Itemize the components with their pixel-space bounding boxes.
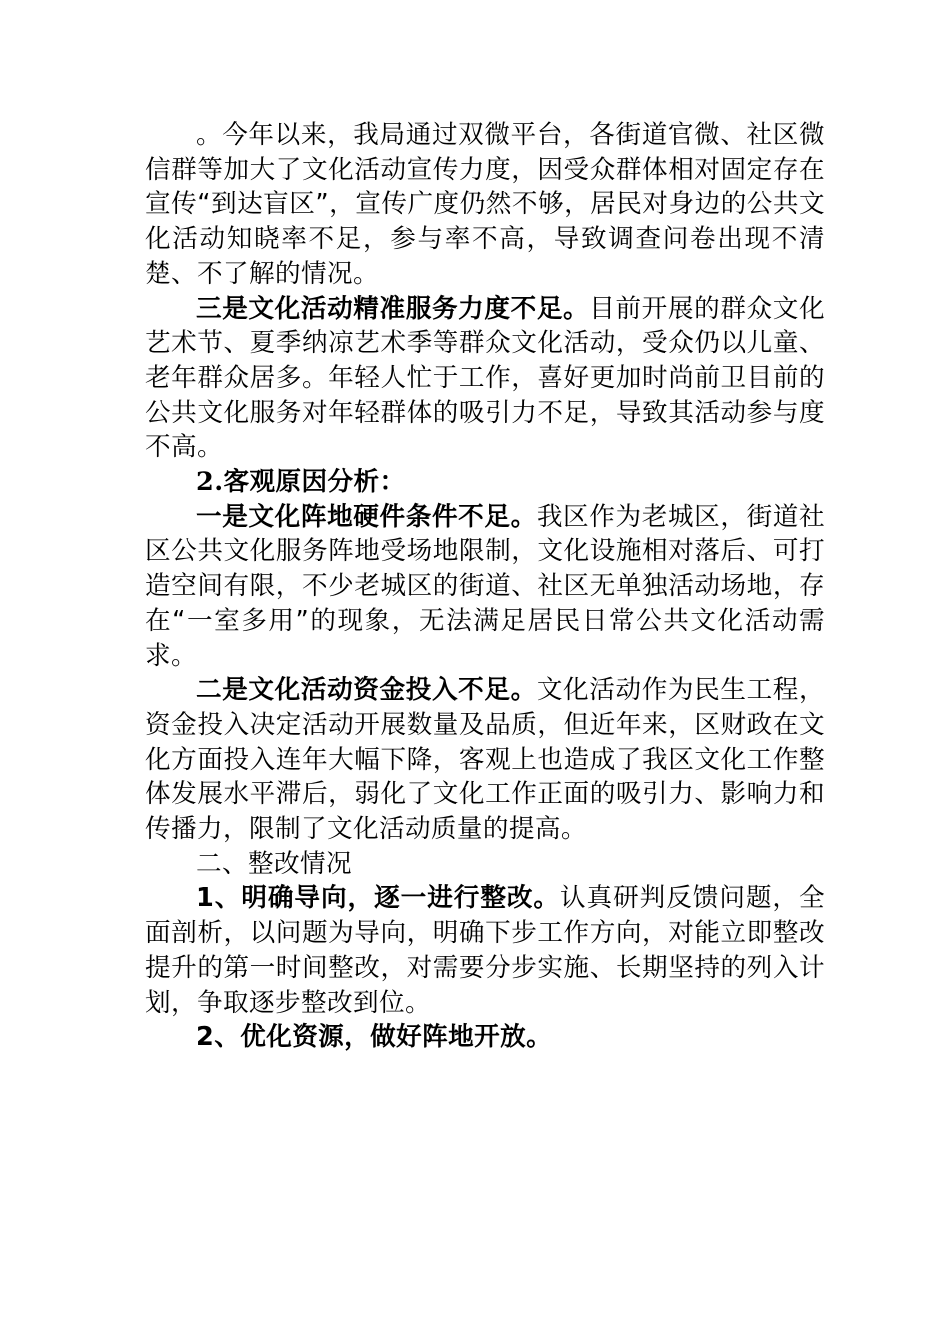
paragraph-publicity (145, 118, 825, 292)
paragraph-text: 文化活动作为民生工程，资金投入决定活动开展数量及品质，但近年来，区财政在文化方面投入连年大幅下降，客观上也造成了我区文化工作整体发展水平滞后，弱化了文化工作正面的吸引力、影响力和传播力，限制了文化活动质量的提高。 (145, 675, 825, 845)
paragraph-hardware (145, 500, 825, 674)
paragraph-lead: 1、明确导向，逐一进行整改。 (196, 883, 560, 914)
paragraph-lead: 三是文化活动精准服务力度不足。 (196, 293, 590, 324)
section-heading-objective-causes: 2.客观原因分析： (196, 467, 406, 498)
document-page (145, 118, 825, 1055)
paragraph-precision-service (145, 292, 825, 466)
paragraph-funding (145, 673, 825, 847)
paragraph-text: 我区作为老城区，街道社区公共文化服务阵地受场地限制，文化设施相对落后、可打造空间有限，不少老城区的街道、社区无单独活动场地，存在“一室多用”的现象，无法满足居民日常公共文化活动需求。 (145, 501, 825, 671)
paragraph-text: 。今年以来，我局通过双微平台，各街道官微、社区微信群等加大了文化活动宣传力度，因受众群体相对固定存在宣传“到达盲区”，宣传广度仍然不够，居民对身边的公共文化活动知晓率不足，参与率不高，导致调查问卷出现不清楚、不了解的情况。 (145, 120, 825, 289)
section-heading-rectification: 二、整改情况 (196, 848, 352, 879)
paragraph-text: 认真研判反馈问题，全面剖析，以问题为导向，明确下步工作方向，对能立即整改提升的第一时间整改，对需要分步实施、长期坚持的列入计划，争取逐步整改到位。 (145, 883, 825, 1018)
paragraph-text: 目前开展的群众文化艺术节、夏季纳凉艺术季等群众文化活动，受众仍以儿童、老年群众居多。年轻人忙于工作，喜好更加时尚前卫目前的公共文化服务对年轻群体的吸引力不足，导致其活动参与度不高。 (145, 293, 825, 463)
paragraph-guidance (145, 881, 825, 1020)
paragraph-lead: 一是文化阵地硬件条件不足。 (196, 501, 537, 532)
paragraph-lead: 二是文化活动资金投入不足。 (196, 675, 537, 706)
section-heading-optimize-resources: 2、优化资源，做好阵地开放。 (196, 1022, 553, 1053)
